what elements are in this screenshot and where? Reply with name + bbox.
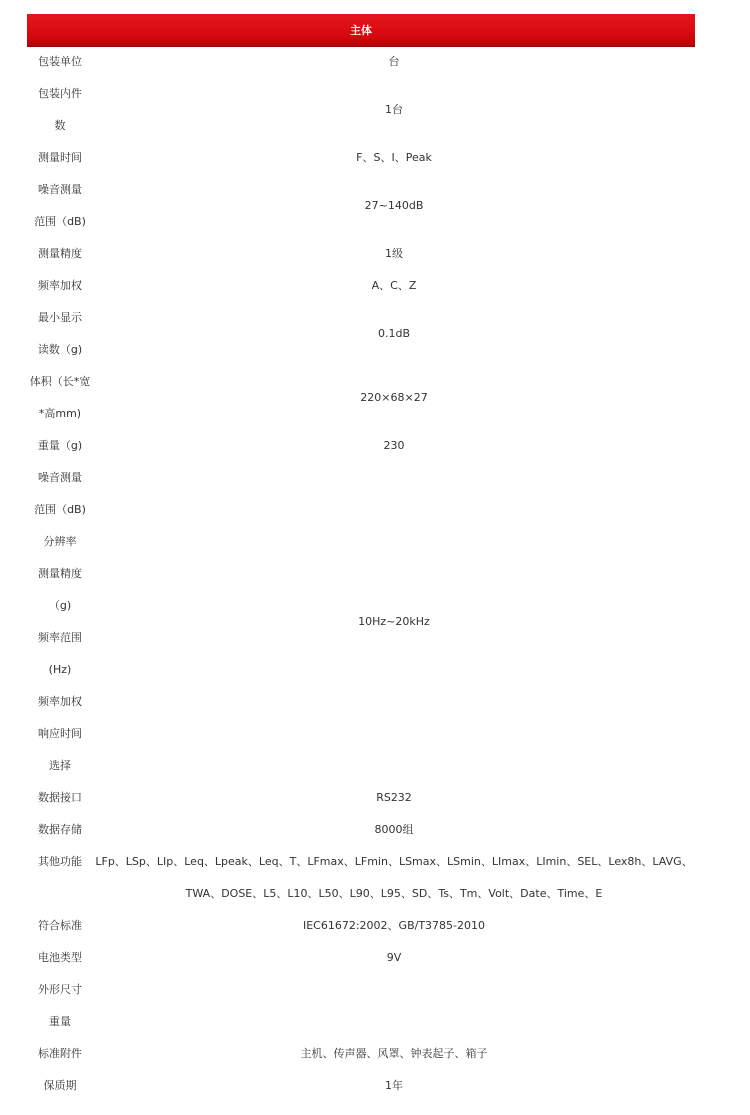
spec-value-text: RS232 bbox=[376, 791, 412, 804]
spec-value bbox=[93, 46, 695, 78]
spec-label: 数据接口 bbox=[38, 791, 82, 804]
spec-row bbox=[27, 1038, 695, 1070]
spec-row bbox=[27, 142, 695, 174]
spec-value-text: 1台 bbox=[385, 103, 403, 116]
spec-row bbox=[27, 974, 695, 1038]
spec-label: 其他功能 bbox=[38, 855, 82, 868]
spec-value bbox=[93, 142, 695, 174]
spec-row bbox=[27, 270, 695, 302]
spec-value bbox=[93, 814, 695, 846]
spec-row bbox=[27, 302, 695, 366]
spec-value-text: A、C、Z bbox=[371, 279, 417, 292]
spec-value-text: 220×68×27 bbox=[360, 391, 428, 404]
spec-row bbox=[27, 174, 695, 238]
spec-row bbox=[27, 366, 695, 430]
spec-value-text: IEC61672:2002、GB/T3785-2010 bbox=[302, 919, 486, 932]
spec-value-text: 1年 bbox=[385, 1079, 403, 1092]
spec-value bbox=[93, 1070, 695, 1102]
spec-value-text: 9V bbox=[386, 951, 402, 964]
spec-value-text: 8000组 bbox=[374, 823, 414, 836]
spec-value-text: 主机、传声器、风罩、钟表起子、箱子 bbox=[300, 1047, 488, 1060]
spec-value-text: 10Hz~20kHz bbox=[358, 615, 430, 628]
spec-row bbox=[27, 462, 695, 782]
spec-label: 噪音测量 bbox=[38, 183, 82, 196]
spec-value-text: 1级 bbox=[385, 247, 403, 260]
spec-label: *高mm) bbox=[38, 407, 82, 420]
spec-value-text: LFp、LSp、LIp、Leq、Lpeak、Leq、T、LFmax、LFmin、LSmax、LSmin、LImax、LImin、SEL、Lex8h、LAVG、 bbox=[95, 855, 693, 868]
section-header bbox=[27, 14, 695, 46]
spec-value bbox=[93, 174, 695, 238]
spec-row bbox=[27, 78, 695, 142]
spec-value bbox=[93, 846, 695, 910]
spec-label: 保质期 bbox=[43, 1079, 77, 1092]
spec-label: 测量时间 bbox=[38, 151, 82, 164]
spec-value bbox=[93, 366, 695, 430]
spec-label: (Hz) bbox=[48, 663, 72, 676]
spec-value bbox=[93, 430, 695, 462]
spec-label: 读数（g) bbox=[37, 343, 83, 356]
spec-label: 重量 bbox=[49, 1015, 71, 1028]
spec-value-text: TWA、DOSE、L5、L10、L50、L90、L95、SD、Ts、Tm、Volt、Date、Time、E bbox=[185, 887, 603, 900]
spec-value bbox=[93, 910, 695, 942]
spec-label: 测量精度 bbox=[38, 567, 82, 580]
spec-label: 重量（g) bbox=[37, 439, 83, 452]
spec-label: 包装内件 bbox=[38, 87, 82, 100]
spec-label: （g) bbox=[48, 599, 72, 612]
spec-label: 分辨率 bbox=[43, 535, 77, 548]
spec-label: 噪音测量 bbox=[38, 471, 82, 484]
spec-row bbox=[27, 846, 695, 910]
spec-value-text: 230 bbox=[383, 439, 405, 452]
spec-value-text: F、S、I、Peak bbox=[356, 151, 432, 164]
spec-value-text: 0.1dB bbox=[377, 327, 411, 340]
spec-label: 频率加权 bbox=[38, 695, 82, 708]
spec-row bbox=[27, 910, 695, 942]
spec-label: 范围（dB) bbox=[34, 215, 86, 228]
spec-value bbox=[93, 782, 695, 814]
spec-label: 数 bbox=[54, 119, 66, 132]
spec-label: 标准附件 bbox=[38, 1047, 82, 1060]
spec-row bbox=[27, 46, 695, 78]
spec-label: 数据存储 bbox=[38, 823, 82, 836]
spec-label: 频率范围 bbox=[38, 631, 82, 644]
spec-label: 测量精度 bbox=[38, 247, 82, 260]
spec-row bbox=[27, 814, 695, 846]
spec-value-text: 台 bbox=[388, 55, 400, 68]
spec-label: 频率加权 bbox=[38, 279, 82, 292]
spec-value bbox=[93, 302, 695, 366]
spec-row bbox=[27, 238, 695, 270]
spec-label: 范围（dB) bbox=[34, 503, 86, 516]
spec-label: 包装单位 bbox=[38, 55, 82, 68]
spec-value bbox=[93, 942, 695, 974]
spec-value bbox=[93, 1038, 695, 1070]
spec-row bbox=[27, 430, 695, 462]
spec-label: 选择 bbox=[49, 759, 71, 772]
spec-label: 响应时间 bbox=[38, 727, 82, 740]
spec-label: 符合标准 bbox=[38, 919, 82, 932]
spec-value bbox=[93, 238, 695, 270]
spec-row bbox=[27, 942, 695, 974]
spec-value bbox=[93, 462, 695, 782]
spec-label: 体积（长*宽 bbox=[29, 375, 91, 388]
spec-row bbox=[27, 1070, 695, 1102]
section-title: 主体 bbox=[350, 24, 372, 37]
spec-label: 外形尺寸 bbox=[38, 983, 82, 996]
spec-label: 电池类型 bbox=[38, 951, 82, 964]
spec-value bbox=[93, 270, 695, 302]
spec-value bbox=[93, 974, 695, 1038]
spec-value-text: 27~140dB bbox=[364, 199, 424, 212]
spec-row bbox=[27, 782, 695, 814]
spec-value bbox=[93, 78, 695, 142]
spec-label: 最小显示 bbox=[38, 311, 82, 324]
